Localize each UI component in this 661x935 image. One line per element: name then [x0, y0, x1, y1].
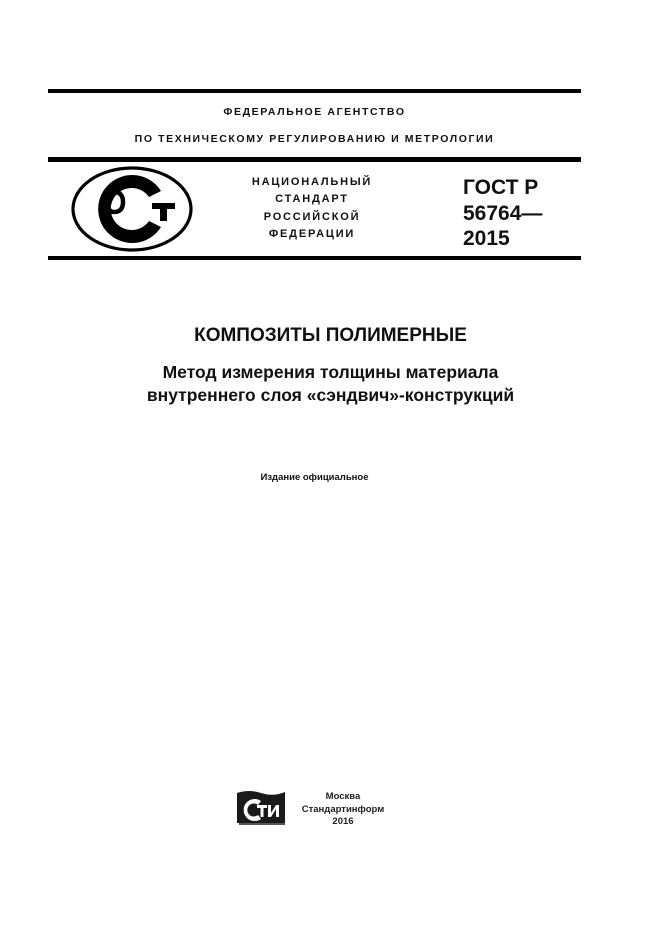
publication-year: 2016: [332, 816, 354, 827]
header-rule: [48, 157, 581, 162]
standartinform-logo-icon: [235, 789, 289, 829]
national-standard-line: РОССИЙСКОЙ: [263, 210, 361, 223]
designation-line: 2015: [463, 227, 510, 250]
national-standard-line: НАЦИОНАЛЬНЫЙ: [251, 176, 373, 188]
top-rule: [48, 89, 581, 93]
publisher-name: Стандартинформ: [301, 803, 385, 815]
standard-block-rule: [48, 256, 581, 260]
national-standard-line: ФЕДЕРАЦИИ: [268, 227, 356, 240]
national-standard-line: СТАНДАРТ: [275, 193, 349, 206]
document-subtitle: [0, 361, 661, 407]
subtitle-line-1: Метод измерения толщины материала: [162, 362, 499, 382]
national-standard-label: [236, 174, 388, 243]
rst-certification-mark-icon: [70, 164, 194, 254]
designation-line: ГОСТ Р: [463, 176, 539, 199]
publisher-city: Москва: [325, 791, 361, 802]
agency-line-2: ПО ТЕХНИЧЕСКОМУ РЕГУЛИРОВАНИЮ И МЕТРОЛОГИИ: [134, 133, 495, 145]
subtitle-line-2: внутреннего слоя «сэндвич»-конструкций: [146, 385, 515, 405]
agency-line-1: ФЕДЕРАЛЬНОЕ АГЕНТСТВО: [223, 106, 406, 118]
document-title: КОМПОЗИТЫ ПОЛИМЕРНЫЕ: [194, 325, 467, 346]
publisher-block: [293, 791, 393, 829]
standard-designation: [463, 175, 542, 252]
designation-line: 56764—: [463, 201, 543, 225]
edition-label: Издание официальное: [260, 472, 369, 483]
